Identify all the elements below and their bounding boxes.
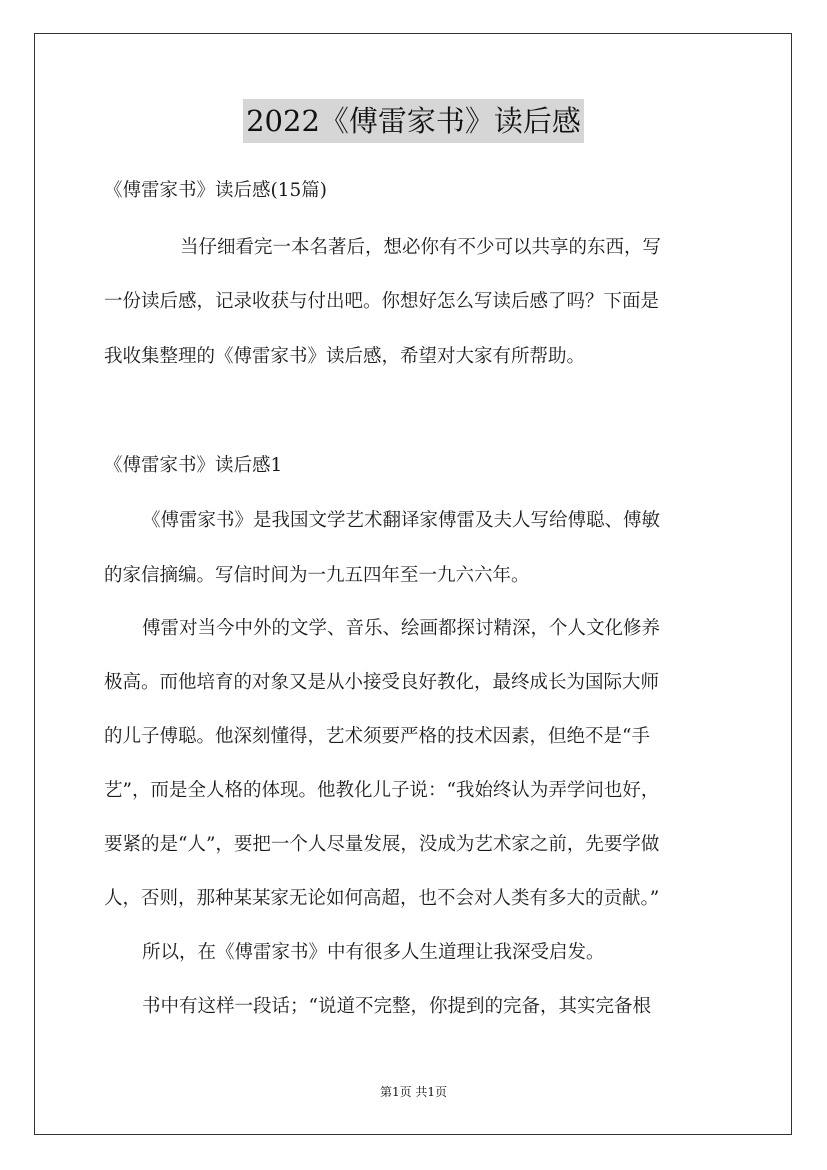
section-heading: 《傅雷家书》读后感1 — [104, 455, 283, 476]
body-line: 傅雷对当今中外的文学、音乐、绘画都探讨精深，个人文化修养 — [142, 618, 661, 639]
document-subtitle: 《傅雷家书》读后感(15篇) — [104, 180, 327, 201]
intro-line: 当仔细看完一本名著后，想必你有不少可以共享的东西，写 — [180, 237, 662, 258]
page-footer: 第1页 共1页 — [379, 1085, 448, 1099]
body-line: 人，否则，那种某某家无论如何高超，也不会对人类有多大的贡献。” — [104, 888, 660, 909]
body-line: 的儿子傅聪。他深刻懂得，艺术须要严格的技术因素，但绝不是“手 — [104, 726, 650, 747]
body-line: 所以，在《傅雷家书》中有很多人生道理让我深受启发。 — [142, 942, 605, 963]
body-line: 极高。而他培育的对象又是从小接受良好教化，最终成长为国际大师 — [104, 672, 660, 693]
document-title: 2022《傅雷家书》读后感 — [243, 99, 584, 143]
intro-line: 一份读后感，记录收获与付出吧。你想好怎么写读后感了吗？下面是 — [104, 291, 660, 312]
title-container — [0, 99, 827, 143]
body-line: 书中有这样一段话；“说道不完整，你提到的完备，其实完备根 — [142, 996, 651, 1017]
intro-line: 我收集整理的《傅雷家书》读后感，希望对大家有所帮助。 — [104, 346, 586, 367]
body-line: 《傅雷家书》是我国文学艺术翻译家傅雷及夫人写给傅聪、傅敏 — [142, 510, 661, 531]
body-line: 的家信摘编。写信时间为一九五四年至一九六六年。 — [104, 565, 530, 586]
body-line: 艺”，而是全人格的体现。他教化儿子说：“我始终认为弄学问也好， — [104, 780, 660, 801]
body-line: 要紧的是“人”，要把一个人尽量发展，没成为艺术家之前，先要学做 — [104, 834, 660, 855]
